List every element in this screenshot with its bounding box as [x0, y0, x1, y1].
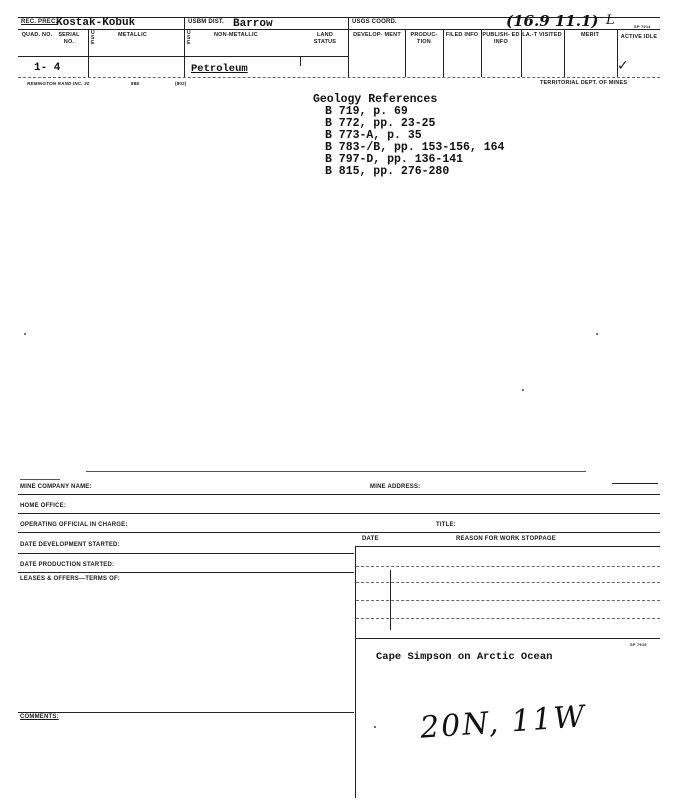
comments-label: COMMENTS: — [20, 714, 59, 720]
references-title: Geology References — [313, 93, 438, 106]
printer-label: REMINGTON RAND INC. 30 — [27, 81, 90, 86]
reference-item: B 773-A, p. 35 — [325, 129, 422, 142]
geology-references — [313, 94, 504, 178]
serial-no-label: SERIAL NO. — [58, 32, 80, 45]
usgs-coord-handwritten: (16.9 11.1) — [506, 12, 599, 30]
land-status-label: LAND STATUS — [313, 32, 337, 45]
title-label: TITLE: — [436, 522, 456, 528]
form-number-2: SP 7915 — [630, 642, 647, 647]
date-column-label: DATE — [362, 536, 379, 542]
speck — [24, 333, 26, 335]
mine-address-label: MINE ADDRESS: — [370, 484, 421, 490]
use-nonmetallic-label: U S E — [187, 30, 191, 46]
date-production-label: DATE PRODUCTION STARTED: — [20, 562, 115, 568]
printer-code2: (802) — [175, 81, 187, 86]
usbm-dist-value: Barrow — [233, 18, 273, 30]
rec-prec-value: Kostak-Kobuk — [56, 17, 136, 29]
printer-code1: 888 — [131, 81, 140, 86]
active-idle-label: ACTIVE IDLE — [620, 34, 658, 40]
date-development-label: DATE DEVELOPMENT STARTED: — [20, 542, 120, 548]
territorial-dept-label: TERRITORIAL DEPT. OF MINES — [540, 80, 628, 86]
reference-item: B 783-/B, pp. 153-156, 164 — [325, 141, 505, 154]
leases-label: LEASES & OFFERS—TERMS OF: — [20, 576, 121, 582]
non-metallic-value: Petroleum — [191, 63, 248, 75]
handwritten-letter: L — [606, 13, 615, 28]
reference-item: B 815, pp. 276-280 — [325, 165, 450, 178]
reference-item: B 797-D, pp. 136-141 — [325, 153, 464, 166]
operating-official-label: OPERATING OFFICIAL IN CHARGE: — [20, 522, 128, 528]
reference-item: B 772, pp. 23-25 — [325, 117, 436, 130]
last-visited-label: LA.-T VISITED — [522, 32, 562, 38]
merit-label: MERIT — [580, 32, 600, 38]
mine-company-name-label: MINE COMPANY NAME: — [20, 484, 92, 490]
speck — [374, 726, 376, 728]
filed-info-label: FILED INFO — [445, 32, 479, 38]
home-office-label: HOME OFFICE: — [20, 503, 67, 509]
production-label: PRODUC- TION — [410, 32, 438, 45]
usgs-coord-label: USGS COORD. — [352, 19, 397, 25]
speck — [522, 389, 524, 391]
published-info-label: PUBLISH- ED INFO — [482, 32, 520, 45]
center-divider — [355, 546, 356, 798]
form-number: SP 7914 — [634, 24, 651, 29]
non-metallic-label: NON-METALLIC — [214, 32, 258, 38]
development-label: DEVELOP- MENT — [353, 32, 401, 38]
usbm-dist-label: USBM DIST. — [188, 19, 225, 25]
active-idle-mark: ✓ — [617, 58, 629, 74]
quad-serial-value: 1- 4 — [34, 62, 61, 74]
quad-no-label: QUAD. NO. — [21, 32, 53, 38]
speck — [596, 333, 598, 335]
use-metallic-label: U S E — [91, 30, 95, 46]
reason-column-label: REASON FOR WORK STOPPAGE — [456, 536, 556, 542]
handwritten-township-range: 20N, 11W — [418, 699, 588, 746]
reference-item: B 719, p. 69 — [325, 105, 408, 118]
rec-prec-label: REC. PREC. — [21, 19, 58, 25]
location-note: Cape Simpson on Arctic Ocean — [376, 651, 553, 663]
metallic-label: METALLIC — [118, 32, 147, 38]
